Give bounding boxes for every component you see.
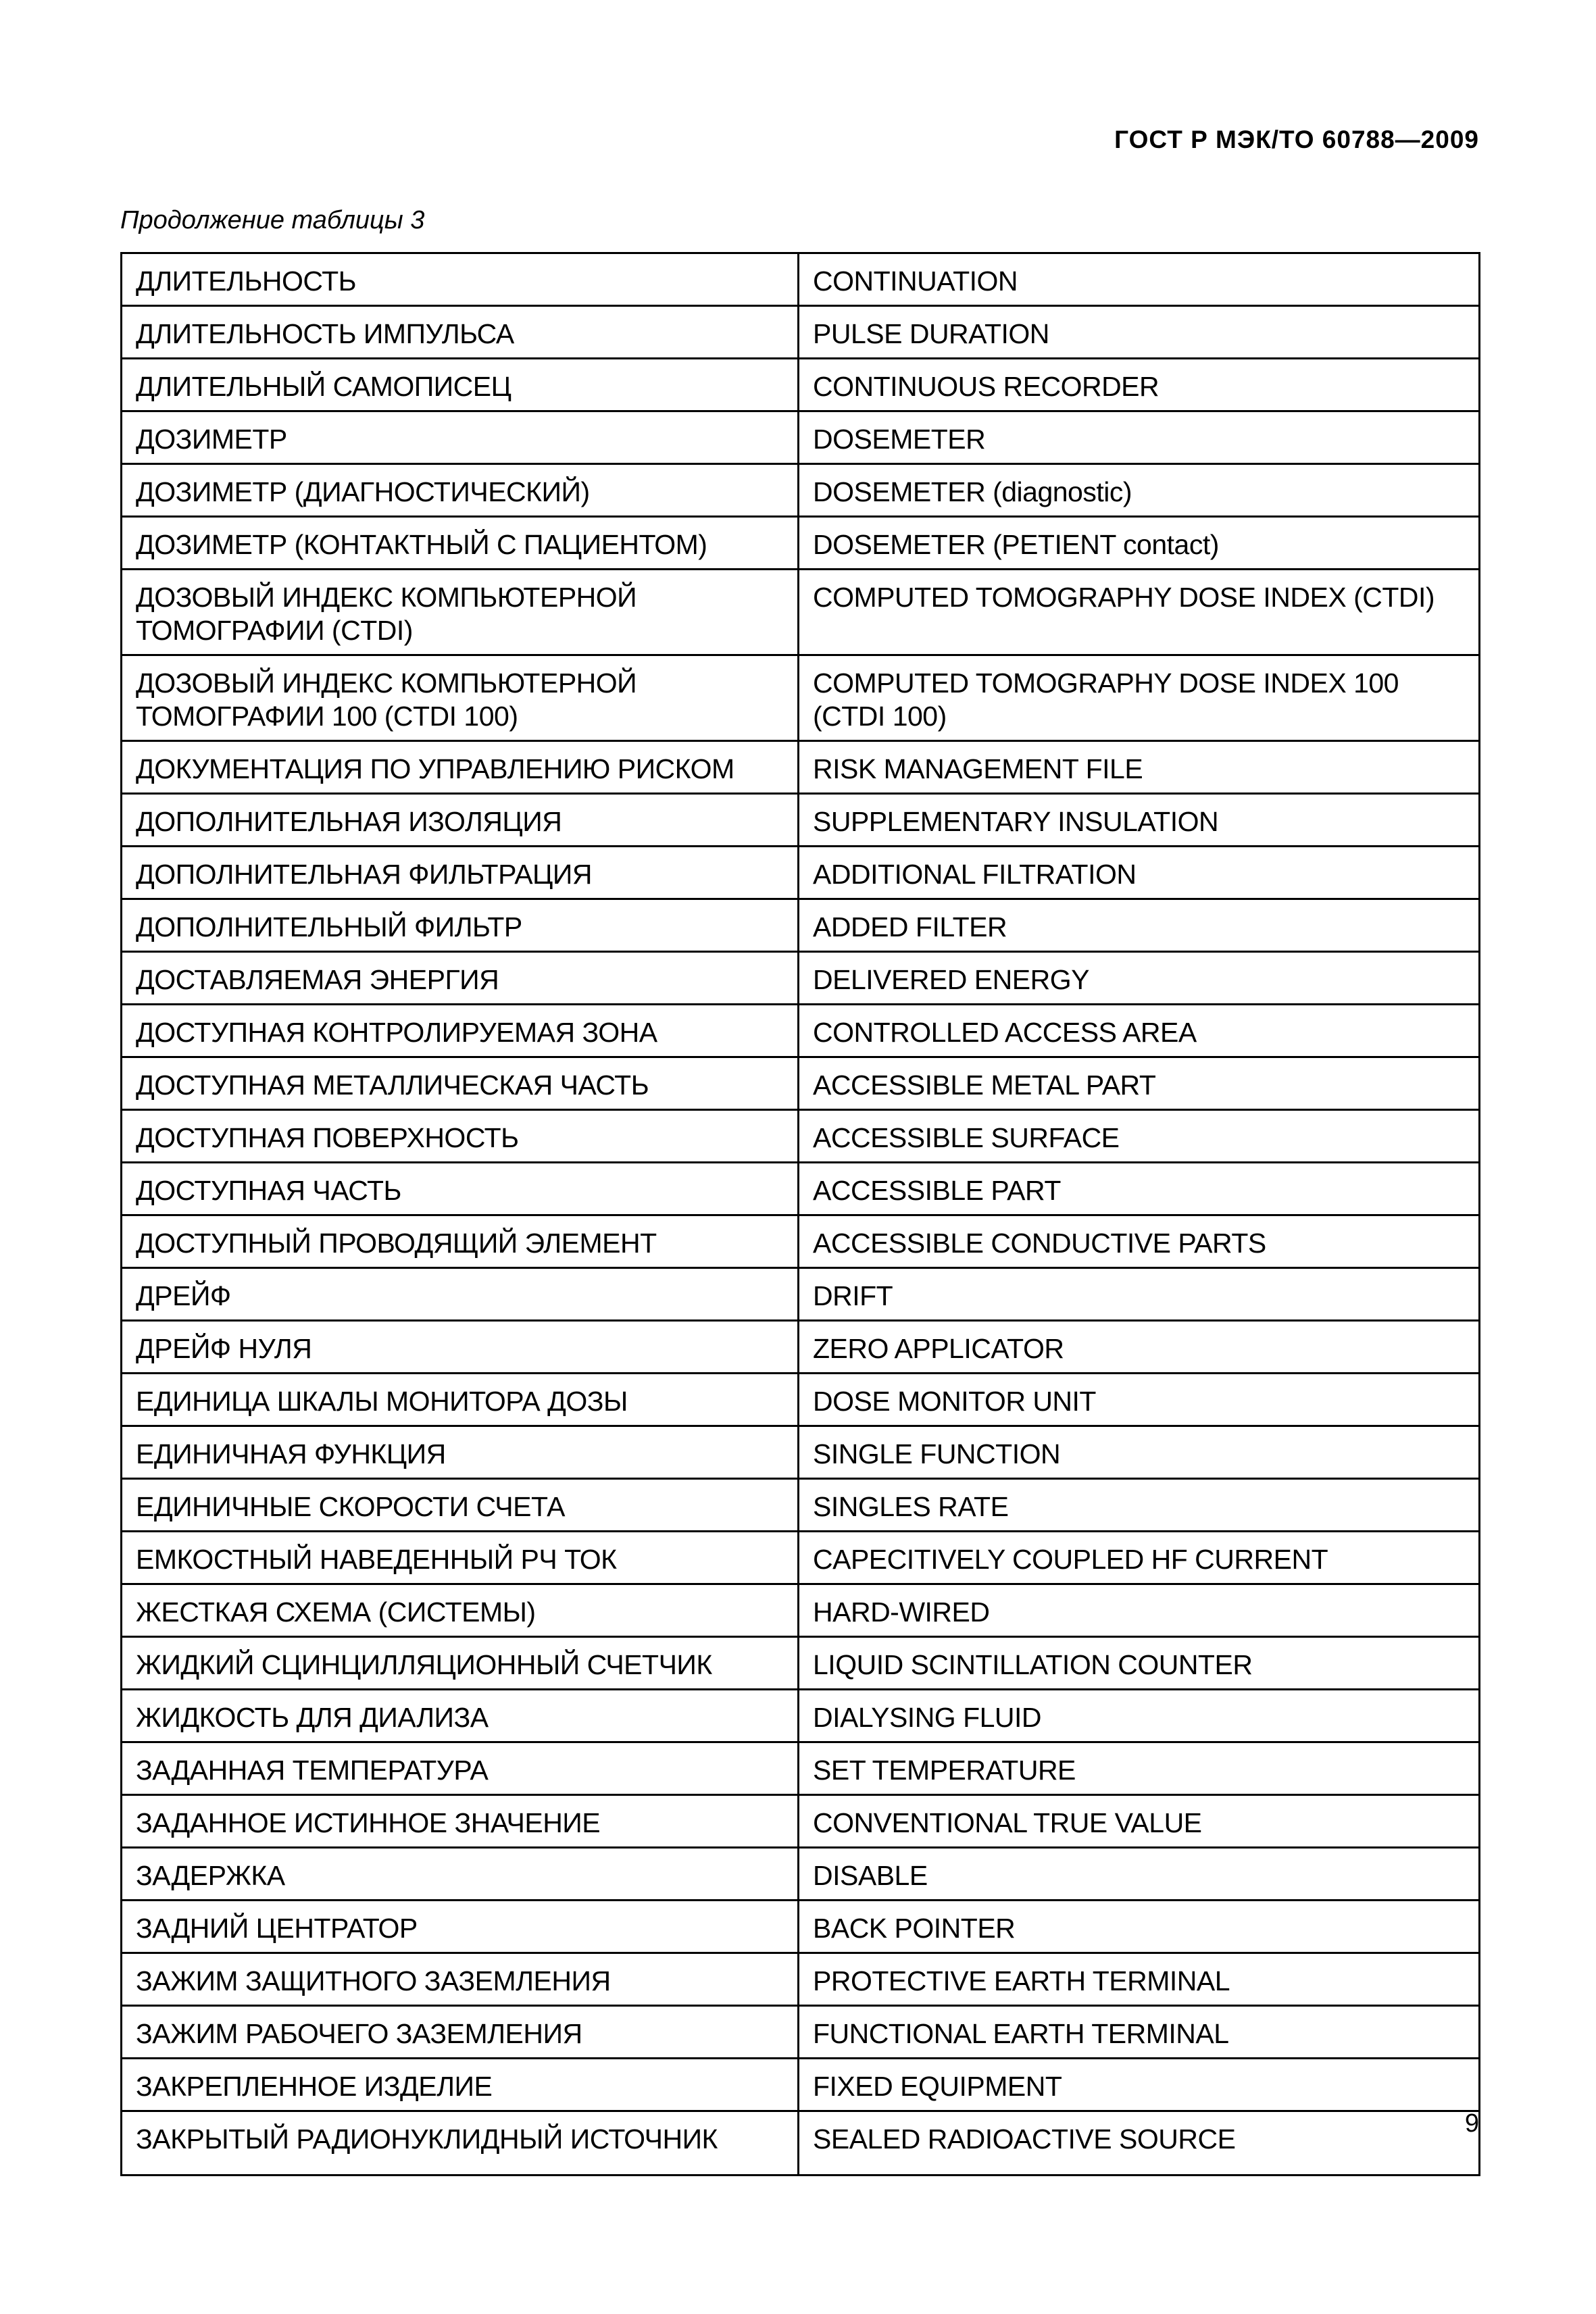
table-row xyxy=(122,517,1480,570)
table-row xyxy=(122,1005,1480,1057)
russian-term-cell: ДРЕЙФ xyxy=(122,1268,799,1321)
russian-term-cell: ДОЗИМЕТР (ДИАГНОСТИЧЕСКИЙ) xyxy=(122,464,799,517)
russian-term-cell: ДЛИТЕЛЬНОСТЬ ИМПУЛЬСА xyxy=(122,306,799,359)
russian-term-cell: ЕМКОСТНЫЙ НАВЕДЕННЫЙ РЧ ТОК xyxy=(122,1532,799,1584)
russian-term-cell: ЖИДКИЙ СЦИНЦИЛЛЯЦИОННЫЙ СЧЕТЧИК xyxy=(122,1637,799,1690)
english-term-cell: COMPUTED TOMOGRAPHY DOSE INDEX 100 (CTDI 100) xyxy=(799,655,1480,741)
russian-term-cell: ДРЕЙФ НУЛЯ xyxy=(122,1321,799,1374)
table-row xyxy=(122,1953,1480,2006)
english-term-cell: FUNCTIONAL EARTH TERMINAL xyxy=(799,2006,1480,2059)
english-term-cell: DOSEMETER (diagnostic) xyxy=(799,464,1480,517)
english-term-cell: CONTINUOUS RECORDER xyxy=(799,359,1480,411)
russian-term-cell: ДОСТУПНАЯ КОНТРОЛИРУЕМАЯ ЗОНА xyxy=(122,1005,799,1057)
russian-term-cell: ДОЗИМЕТР xyxy=(122,411,799,464)
english-term-cell: HARD-WIRED xyxy=(799,1584,1480,1637)
russian-term-cell: ЗАДАННАЯ ТЕМПЕРАТУРА xyxy=(122,1742,799,1795)
english-term-cell: BACK POINTER xyxy=(799,1901,1480,1953)
table-row xyxy=(122,952,1480,1005)
english-term-cell: ACCESSIBLE METAL PART xyxy=(799,1057,1480,1110)
russian-term-cell: ДЛИТЕЛЬНОСТЬ xyxy=(122,253,799,306)
terms-table xyxy=(120,252,1480,2176)
english-term-cell: RISK MANAGEMENT FILE xyxy=(799,741,1480,794)
table-row xyxy=(122,1268,1480,1321)
russian-term-cell: ЗАДАННОЕ ИСТИННОЕ ЗНАЧЕНИЕ xyxy=(122,1795,799,1848)
table-row xyxy=(122,1584,1480,1637)
english-term-cell: ZERO APPLICATOR xyxy=(799,1321,1480,1374)
russian-term-cell: ЗАКРЫТЫЙ РАДИОНУКЛИДНЫЙ ИСТОЧНИК xyxy=(122,2111,799,2175)
russian-term-cell: ДОЗИМЕТР (КОНТАКТНЫЙ С ПАЦИЕНТОМ) xyxy=(122,517,799,570)
table-row xyxy=(122,1215,1480,1268)
russian-term-cell: ДОЗОВЫЙ ИНДЕКС КОМПЬЮТЕРНОЙ ТОМОГРАФИИ 100 (CTDI 100) xyxy=(122,655,799,741)
russian-term-cell: ЕДИНИЧНЫЕ СКОРОСТИ СЧЕТА xyxy=(122,1479,799,1532)
english-term-cell: LIQUID SCINTILLATION COUNTER xyxy=(799,1637,1480,1690)
table-row xyxy=(122,741,1480,794)
table-row xyxy=(122,570,1480,655)
russian-term-cell: ДОСТУПНАЯ ЧАСТЬ xyxy=(122,1163,799,1215)
english-term-cell: CONTROLLED ACCESS AREA xyxy=(799,1005,1480,1057)
english-term-cell: DOSE MONITOR UNIT xyxy=(799,1374,1480,1426)
table-row xyxy=(122,253,1480,306)
english-term-cell: PULSE DURATION xyxy=(799,306,1480,359)
table-row xyxy=(122,1163,1480,1215)
english-term-cell: CONTINUATION xyxy=(799,253,1480,306)
table-row xyxy=(122,2006,1480,2059)
page-number: 9 xyxy=(1464,2109,1479,2138)
table-row xyxy=(122,1637,1480,1690)
table-row xyxy=(122,411,1480,464)
table-row xyxy=(122,1742,1480,1795)
table-row xyxy=(122,655,1480,741)
english-term-cell: SINGLES RATE xyxy=(799,1479,1480,1532)
russian-term-cell: ДОСТУПНАЯ ПОВЕРХНОСТЬ xyxy=(122,1110,799,1163)
table-row xyxy=(122,1479,1480,1532)
russian-term-cell: ЗАДНИЙ ЦЕНТРАТОР xyxy=(122,1901,799,1953)
russian-term-cell: ЗАЖИМ ЗАЩИТНОГО ЗАЗЕМЛЕНИЯ xyxy=(122,1953,799,2006)
table-row xyxy=(122,306,1480,359)
russian-term-cell: ЕДИНИЦА ШКАЛЫ МОНИТОРА ДОЗЫ xyxy=(122,1374,799,1426)
english-term-cell: PROTECTIVE EARTH TERMINAL xyxy=(799,1953,1480,2006)
russian-term-cell: ЗАКРЕПЛЕННОЕ ИЗДЕЛИЕ xyxy=(122,2059,799,2111)
english-term-cell: ACCESSIBLE SURFACE xyxy=(799,1110,1480,1163)
table-row xyxy=(122,1110,1480,1163)
english-term-cell: ADDITIONAL FILTRATION xyxy=(799,847,1480,899)
russian-term-cell: ЗАДЕРЖКА xyxy=(122,1848,799,1901)
english-term-cell: CONVENTIONAL TRUE VALUE xyxy=(799,1795,1480,1848)
russian-term-cell: ЕДИНИЧНАЯ ФУНКЦИЯ xyxy=(122,1426,799,1479)
english-term-cell: COMPUTED TOMOGRAPHY DOSE INDEX (CTDI) xyxy=(799,570,1480,655)
russian-term-cell: ЖИДКОСТЬ ДЛЯ ДИАЛИЗА xyxy=(122,1690,799,1742)
russian-term-cell: ДОСТУПНЫЙ ПРОВОДЯЩИЙ ЭЛЕМЕНТ xyxy=(122,1215,799,1268)
russian-term-cell: ЗАЖИМ РАБОЧЕГО ЗАЗЕМЛЕНИЯ xyxy=(122,2006,799,2059)
table-row xyxy=(122,2059,1480,2111)
table-row xyxy=(122,794,1480,847)
table-row xyxy=(122,899,1480,952)
english-term-cell: FIXED EQUIPMENT xyxy=(799,2059,1480,2111)
russian-term-cell: ДОСТАВЛЯЕМАЯ ЭНЕРГИЯ xyxy=(122,952,799,1005)
table-row xyxy=(122,1532,1480,1584)
table-caption: Продолжение таблицы 3 xyxy=(120,206,425,234)
table-row xyxy=(122,1848,1480,1901)
english-term-cell: DISABLE xyxy=(799,1848,1480,1901)
english-term-cell: ACCESSIBLE PART xyxy=(799,1163,1480,1215)
english-term-cell: DELIVERED ENERGY xyxy=(799,952,1480,1005)
english-term-cell: ADDED FILTER xyxy=(799,899,1480,952)
document-header: ГОСТ Р МЭК/ТО 60788—2009 xyxy=(1114,126,1479,153)
english-term-cell: SINGLE FUNCTION xyxy=(799,1426,1480,1479)
russian-term-cell: ДОПОЛНИТЕЛЬНАЯ ФИЛЬТРАЦИЯ xyxy=(122,847,799,899)
english-term-cell: DOSEMETER (PETIENT contact) xyxy=(799,517,1480,570)
table-row xyxy=(122,2111,1480,2175)
table-row xyxy=(122,1690,1480,1742)
table-row xyxy=(122,1901,1480,1953)
english-term-cell: ACCESSIBLE CONDUCTIVE PARTS xyxy=(799,1215,1480,1268)
english-term-cell: CAPECITIVELY COUPLED HF CURRENT xyxy=(799,1532,1480,1584)
english-term-cell: SET TEMPERATURE xyxy=(799,1742,1480,1795)
table-row xyxy=(122,359,1480,411)
table-row xyxy=(122,847,1480,899)
terms-table-body xyxy=(122,253,1480,2175)
russian-term-cell: ДОЗОВЫЙ ИНДЕКС КОМПЬЮТЕРНОЙ ТОМОГРАФИИ (CTDI) xyxy=(122,570,799,655)
table-row xyxy=(122,1795,1480,1848)
russian-term-cell: ЖЕСТКАЯ СХЕМА (СИСТЕМЫ) xyxy=(122,1584,799,1637)
russian-term-cell: ДОПОЛНИТЕЛЬНАЯ ИЗОЛЯЦИЯ xyxy=(122,794,799,847)
russian-term-cell: ДЛИТЕЛЬНЫЙ САМОПИСЕЦ xyxy=(122,359,799,411)
russian-term-cell: ДОСТУПНАЯ МЕТАЛЛИЧЕСКАЯ ЧАСТЬ xyxy=(122,1057,799,1110)
table-row xyxy=(122,1057,1480,1110)
english-term-cell: DOSEMETER xyxy=(799,411,1480,464)
russian-term-cell: ДОКУМЕНТАЦИЯ ПО УПРАВЛЕНИЮ РИСКОМ xyxy=(122,741,799,794)
english-term-cell: SUPPLEMENTARY INSULATION xyxy=(799,794,1480,847)
english-term-cell: DRIFT xyxy=(799,1268,1480,1321)
table-row xyxy=(122,1374,1480,1426)
table-row xyxy=(122,1426,1480,1479)
russian-term-cell: ДОПОЛНИТЕЛЬНЫЙ ФИЛЬТР xyxy=(122,899,799,952)
english-term-cell: SEALED RADIOACTIVE SOURCE xyxy=(799,2111,1480,2175)
table-row xyxy=(122,1321,1480,1374)
table-row xyxy=(122,464,1480,517)
english-term-cell: DIALYSING FLUID xyxy=(799,1690,1480,1742)
